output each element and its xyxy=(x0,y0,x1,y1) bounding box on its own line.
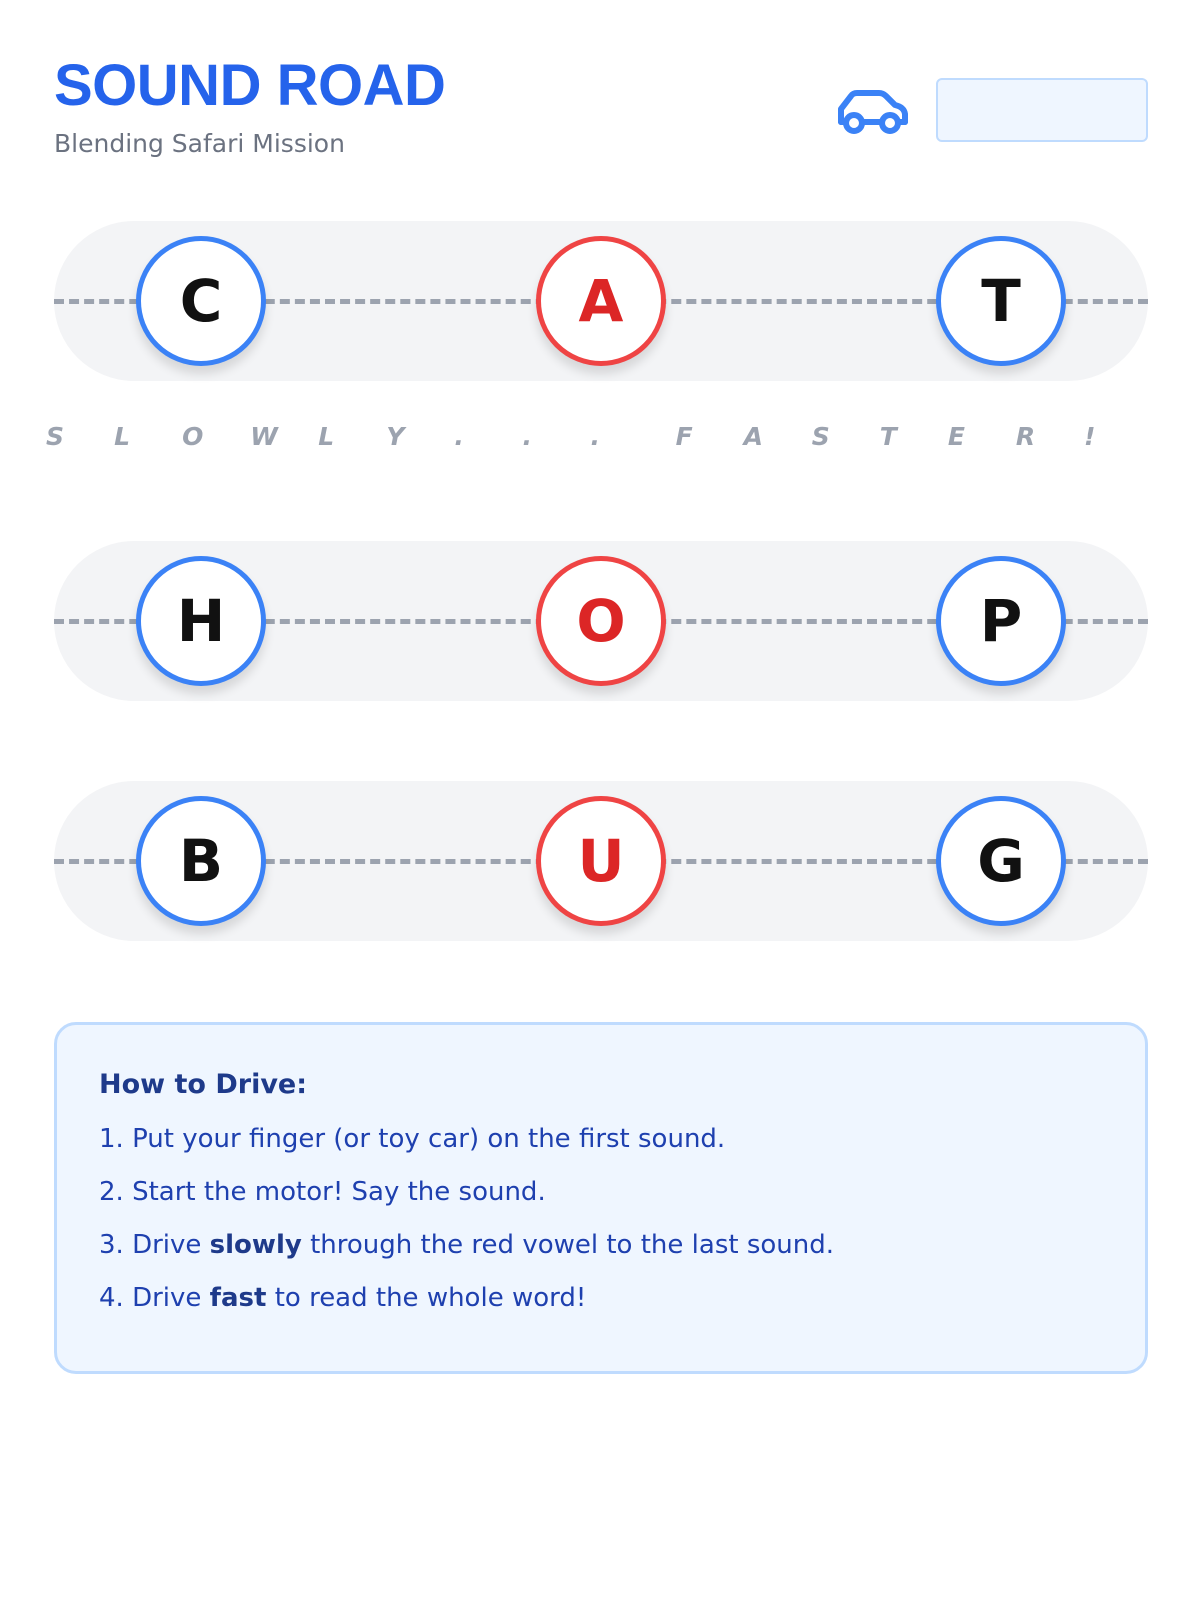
pace-letter: F xyxy=(675,422,693,451)
pace-letter: O xyxy=(182,422,204,451)
sound-bubble-consonant[interactable]: G xyxy=(936,796,1066,926)
sound-bubble-consonant[interactable]: C xyxy=(136,236,266,366)
sound-bubble-consonant[interactable]: T xyxy=(936,236,1066,366)
pace-letter: L xyxy=(114,422,130,451)
name-input-box[interactable] xyxy=(936,78,1148,142)
pace-letter: T xyxy=(879,422,897,451)
page-subtitle: Blending Safari Mission xyxy=(54,129,345,158)
emphasis-text: fast xyxy=(209,1283,267,1313)
page-title: SOUND ROAD xyxy=(54,53,446,118)
sound-bubble-consonant[interactable]: P xyxy=(936,556,1066,686)
sound-road-2 xyxy=(54,541,1148,701)
pace-letter: R xyxy=(1015,422,1036,451)
pace-letter: A xyxy=(743,422,764,451)
sound-road-1 xyxy=(54,221,1148,381)
sound-bubble-consonant[interactable]: H xyxy=(136,556,266,686)
pace-label xyxy=(46,422,1148,462)
pace-letter: Y xyxy=(386,422,405,451)
instruction-step-2: 2. Start the motor! Say the sound. xyxy=(99,1177,546,1207)
page-header xyxy=(54,52,1148,162)
pace-letter: . xyxy=(454,422,464,451)
pace-letter: ! xyxy=(1084,422,1096,451)
how-to-drive-panel xyxy=(54,1022,1148,1374)
pace-letter: E xyxy=(947,422,965,451)
sound-bubble-vowel[interactable]: A xyxy=(536,236,666,366)
instruction-list xyxy=(99,1121,1105,1316)
instruction-step-3: 3. Drive slowly through the red vowel to the last sound. xyxy=(99,1230,835,1260)
pace-letter: S xyxy=(46,422,65,451)
car-icon xyxy=(832,82,910,142)
pace-letter: W xyxy=(250,422,278,451)
emphasis-text: slowly xyxy=(209,1230,302,1260)
how-to-drive-title: How to Drive: xyxy=(99,1069,308,1100)
sound-road-3 xyxy=(54,781,1148,941)
instruction-step-4: 4. Drive fast to read the whole word! xyxy=(99,1283,587,1313)
sound-bubble-vowel[interactable]: O xyxy=(536,556,666,686)
pace-letter: S xyxy=(811,422,830,451)
pace-letter: L xyxy=(318,422,335,451)
sound-bubble-vowel[interactable]: U xyxy=(536,796,666,926)
pace-letter: . xyxy=(522,422,532,451)
sound-bubble-consonant[interactable]: B xyxy=(136,796,266,926)
instruction-step-1: 1. Put your finger (or toy car) on the first sound. xyxy=(99,1124,726,1154)
pace-letter: . xyxy=(590,422,601,451)
